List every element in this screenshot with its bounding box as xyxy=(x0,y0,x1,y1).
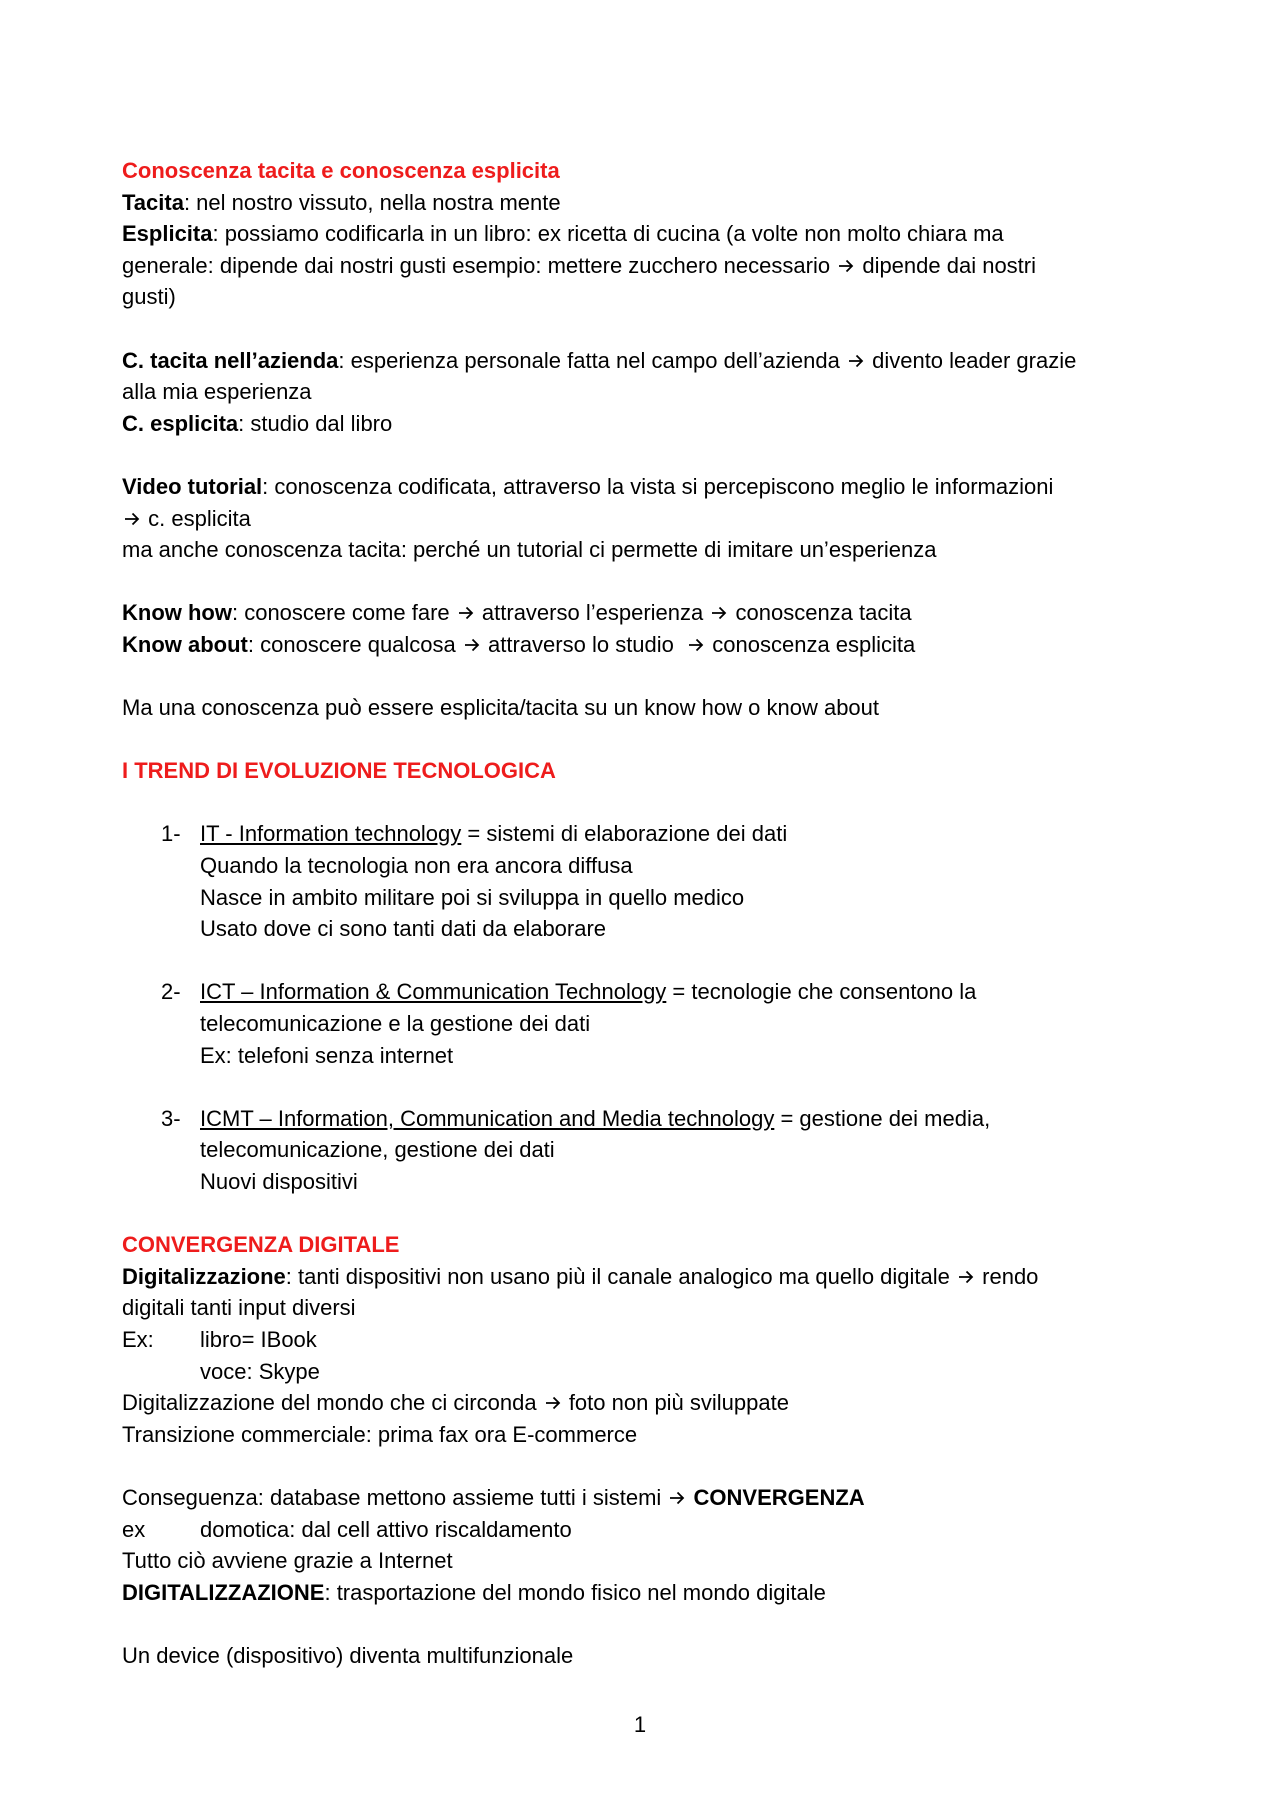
arrow-right-icon xyxy=(545,1395,561,1411)
arrow-right-icon xyxy=(458,605,474,621)
list-number: 3- xyxy=(161,1105,181,1131)
term-it: IT - Information technology xyxy=(200,821,462,847)
text-esplicita-2: generale: dipende dai nostri gusti esempio: mettere zucchero necessario xyxy=(122,252,831,278)
list-line: Nasce in ambito militare poi si sviluppa in quello medico xyxy=(200,884,745,910)
paragraph-tacita xyxy=(122,187,1162,219)
arrow-right-icon xyxy=(711,605,727,621)
list-line: telecomunicazione e la gestione dei dati xyxy=(200,1011,591,1037)
text-know-about-1: : conoscere qualcosa xyxy=(247,631,456,657)
text-know-how-2: attraverso l’esperienza xyxy=(481,600,704,626)
term-esplicita: Esplicita xyxy=(122,221,213,247)
example-block xyxy=(122,1514,1162,1546)
term-know-how: Know how xyxy=(122,600,232,626)
paragraph-azienda xyxy=(122,345,1162,377)
term-digitalizzazione-caps: DIGITALIZZAZIONE xyxy=(122,1579,325,1605)
paragraph-video xyxy=(122,471,1162,503)
list-line: Nuovi dispositivi xyxy=(200,1169,358,1194)
example-line: libro= IBook xyxy=(200,1326,317,1352)
list-line: Usato dove ci sono tanti dati da elaborare xyxy=(200,916,607,942)
list-line: Ex: telefoni senza internet xyxy=(200,1042,454,1068)
trend-list xyxy=(122,818,1162,1197)
term-convergenza: CONVERGENZA xyxy=(693,1484,865,1510)
paragraph-internet: Tutto ciò avviene grazie a Internet xyxy=(122,1548,453,1574)
section-title-conoscenza: Conoscenza tacita e conoscenza esplicita xyxy=(122,158,560,183)
example-line: domotica: dal cell attivo riscaldamento xyxy=(200,1516,572,1542)
paragraph-transizione: Transizione commerciale: prima fax ora E-commerce xyxy=(122,1421,638,1447)
list-item xyxy=(161,976,1162,1071)
list-item xyxy=(161,1103,1162,1198)
text-know-how-1: : conoscere come fare xyxy=(231,600,450,626)
text-video-2: c. esplicita xyxy=(148,505,251,531)
text-esplicita-3: dipende dai nostri xyxy=(862,252,1037,278)
text-video-1: : conoscenza codificata, attraverso la vista si percepiscono meglio le informazioni xyxy=(262,473,1054,499)
text-mondo-1: Digitalizzazione del mondo che ci circonda xyxy=(122,1390,537,1416)
paragraph-video-cont xyxy=(122,503,1162,535)
paragraph-c-esplicita xyxy=(122,408,1162,440)
definition-ict: = tecnologie che consentono la xyxy=(666,979,977,1005)
paragraph-esplicita-cont xyxy=(122,250,1162,282)
term-tacita: Tacita xyxy=(122,189,184,215)
paragraph-device: Un device (dispositivo) diventa multifunzionale xyxy=(122,1642,574,1668)
example-line: voce: Skype xyxy=(200,1358,320,1384)
arrow-right-icon xyxy=(669,1490,685,1506)
paragraph-digitalizzazione xyxy=(122,1261,1162,1293)
arrow-right-icon xyxy=(848,353,864,369)
text-conseguenza: Conseguenza: database mettono assieme tutti i sistemi xyxy=(122,1484,662,1510)
arrow-right-icon xyxy=(124,511,140,527)
paragraph-know-how xyxy=(122,597,1162,629)
term-tacita-azienda: C. tacita nell’azienda xyxy=(122,347,339,373)
text-tacita: : nel nostro vissuto, nella nostra mente xyxy=(183,189,561,215)
document-body xyxy=(122,155,1162,1672)
definition-it: = sistemi di elaborazione dei dati xyxy=(461,821,788,847)
text-mondo-2: foto non più sviluppate xyxy=(568,1390,789,1416)
paragraph-know-about xyxy=(122,629,1162,661)
paragraph-esplicita-end: gusti) xyxy=(122,284,176,310)
paragraph-esplicita xyxy=(122,218,1162,250)
text-dig-2: rendo xyxy=(982,1263,1039,1289)
list-line: telecomunicazione, gestione dei dati xyxy=(200,1137,555,1163)
text-c-esplicita: : studio dal libro xyxy=(238,410,393,436)
paragraph-digitalizzazione-def xyxy=(122,1577,1162,1609)
definition-icmt: = gestione dei media, xyxy=(774,1105,991,1131)
text-azienda-1: : esperienza personale fatta nel campo dell’azienda xyxy=(338,347,840,373)
paragraph-conseguenza xyxy=(122,1482,1162,1514)
text-digitalizzazione-def: : trasportazione del mondo fisico nel mondo digitale xyxy=(324,1579,826,1605)
list-number: 2- xyxy=(161,979,181,1005)
section-title-trend: I TREND DI EVOLUZIONE TECNOLOGICA xyxy=(122,758,556,784)
arrow-right-icon xyxy=(838,258,854,274)
section-title-convergenza: CONVERGENZA DIGITALE xyxy=(122,1232,400,1258)
paragraph-mondo xyxy=(122,1387,1162,1419)
term-c-esplicita: C. esplicita xyxy=(122,410,239,436)
term-video-tutorial: Video tutorial xyxy=(122,473,263,499)
text-know-about-3: conoscenza esplicita xyxy=(712,631,916,657)
example-label: ex xyxy=(122,1516,146,1542)
paragraph-ma-conoscenza: Ma una conoscenza può essere esplicita/tacita su un know how o know about xyxy=(122,695,880,721)
term-icmt: ICMT – Information, Communication and Media technology xyxy=(200,1105,775,1131)
list-item xyxy=(161,818,1162,944)
paragraph-video-tacita: ma anche conoscenza tacita: perché un tutorial ci permette di imitare un’esperienza xyxy=(122,537,937,563)
term-digitalizzazione: Digitalizzazione xyxy=(122,1263,286,1289)
example-label: Ex: xyxy=(122,1326,154,1352)
paragraph-azienda-cont: alla mia esperienza xyxy=(122,379,312,405)
paragraph-digitalizzazione-cont: digitali tanti input diversi xyxy=(122,1295,356,1321)
arrow-right-icon xyxy=(688,637,704,653)
term-know-about: Know about xyxy=(122,631,248,657)
page-number: 1 xyxy=(633,1712,647,1737)
list-line: Quando la tecnologia non era ancora diffusa xyxy=(200,853,633,879)
text-know-how-3: conoscenza tacita xyxy=(735,600,912,626)
text-dig-1: : tanti dispositivi non usano più il canale analogico ma quello digitale xyxy=(285,1263,950,1289)
text-know-about-2: attraverso lo studio xyxy=(488,631,674,657)
example-block xyxy=(122,1324,1162,1387)
arrow-right-icon xyxy=(464,637,480,653)
arrow-right-icon xyxy=(958,1269,974,1285)
text-azienda-2: divento leader grazie xyxy=(872,347,1077,373)
text-esplicita-1: : possiamo codificarla in un libro: ex ricetta di cucina (a volte non molto chiara ma xyxy=(212,221,1004,247)
term-ict: ICT – Information & Communication Technology xyxy=(200,979,667,1005)
list-number: 1- xyxy=(161,821,181,847)
